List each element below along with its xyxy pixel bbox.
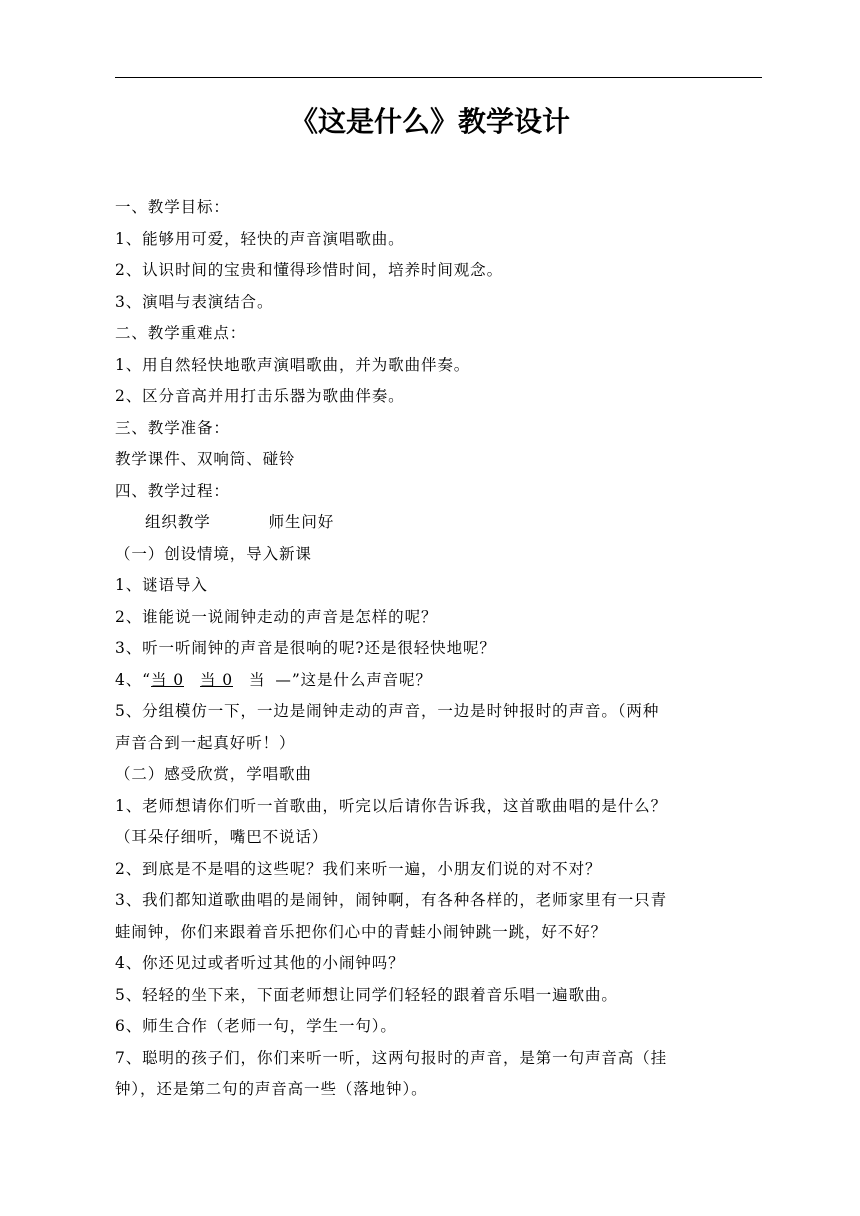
- paragraph-line: 1、老师想请你们听一首歌曲，听完以后请你告诉我，这首歌曲唱的是什么？: [115, 796, 667, 815]
- paragraph-line: 5、轻轻的坐下来，下面老师想让同学们轻轻的跟着音乐唱一遍歌曲。: [115, 985, 618, 1004]
- paragraph-line: 2、到底是不是唱的这些呢？我们来听一遍，小朋友们说的对不对？: [115, 859, 602, 878]
- rhythm-underlined-2: 当 0: [200, 670, 233, 689]
- document-title: 《这是什么》教学设计: [289, 105, 570, 138]
- paragraph-line: 6、师生合作（老师一句，学生一句）。: [115, 1017, 397, 1035]
- paragraph-line: 钟），还是第二句的声音高一些（落地钟）。: [115, 1080, 428, 1098]
- organize-right: 师生问好: [268, 513, 335, 531]
- paragraph-line: 4、你还见过或者听过其他的小闹钟吗？: [115, 954, 405, 972]
- rhythm-underlined-1: 当 0: [151, 670, 184, 689]
- paragraph-line: 2、谁能说一说闹钟走动的声音是怎样的呢？: [115, 607, 438, 626]
- rhythm-suffix: ”这是什么声音呢？: [291, 670, 432, 689]
- paragraph-line: 1、用自然轻快地歌声演唱歌曲，并为歌曲伴奏。: [115, 355, 471, 374]
- rhythm-prefix: 4、“: [115, 670, 151, 689]
- organize-line: [115, 507, 765, 539]
- paragraph-line: 3、演唱与表演结合。: [115, 292, 274, 311]
- rhythm-tail-2: —: [275, 670, 292, 689]
- paragraph-line: 7、聪明的孩子们，你们来听一听，这两句报时的声音，是第一句声音高（挂: [115, 1048, 667, 1067]
- paragraph-line: 2、认识时间的宝贵和懂得珍惜时间，培养时间观念。: [115, 261, 503, 279]
- paragraph-line: 3、我们都知道歌曲唱的是闹钟，闹钟啊，有各种各样的，老师家里有一只青: [115, 891, 667, 909]
- paragraph-line: 2、区分音高并用打击乐器为歌曲伴奏。: [115, 387, 405, 405]
- rhythm-line: [115, 665, 765, 697]
- section2-heading: （二）感受欣赏，学唱歌曲: [115, 765, 312, 783]
- paragraph-line: 教学课件、双响筒、碰铃: [115, 450, 296, 468]
- paragraph-line: 5、分组模仿一下，一边是闹钟走动的声音，一边是时钟报时的声音。（两种: [115, 702, 660, 720]
- paragraph-line: 3、听一听闹钟的声音是很响的呢?还是很轻快地呢？: [115, 639, 496, 657]
- heading-objectives: 一、教学目标：: [115, 198, 230, 216]
- rhythm-tail-1: 当: [249, 670, 266, 689]
- heading-key-points: 二、教学重难点：: [115, 324, 247, 342]
- paragraph-line: 声音合到一起真好听！）: [115, 733, 296, 752]
- paragraph-line: 1、谜语导入: [115, 576, 208, 594]
- section1-heading: （一）创设情境，导入新课: [115, 544, 312, 563]
- organize-left: 组织教学: [145, 513, 211, 531]
- header-rule: [115, 77, 762, 78]
- heading-process: 四、教学过程：: [115, 481, 230, 500]
- paragraph-line: 蛙闹钟，你们来跟着音乐把你们心中的青蛙小闹钟跳一跳，好不好？: [115, 922, 608, 941]
- heading-preparation: 三、教学准备：: [115, 418, 230, 437]
- paragraph-line: 1、能够用可爱，轻快的声音演唱歌曲。: [115, 229, 405, 248]
- paragraph-line: （耳朵仔细听，嘴巴不说话）: [115, 828, 329, 846]
- document-body: [115, 192, 765, 1106]
